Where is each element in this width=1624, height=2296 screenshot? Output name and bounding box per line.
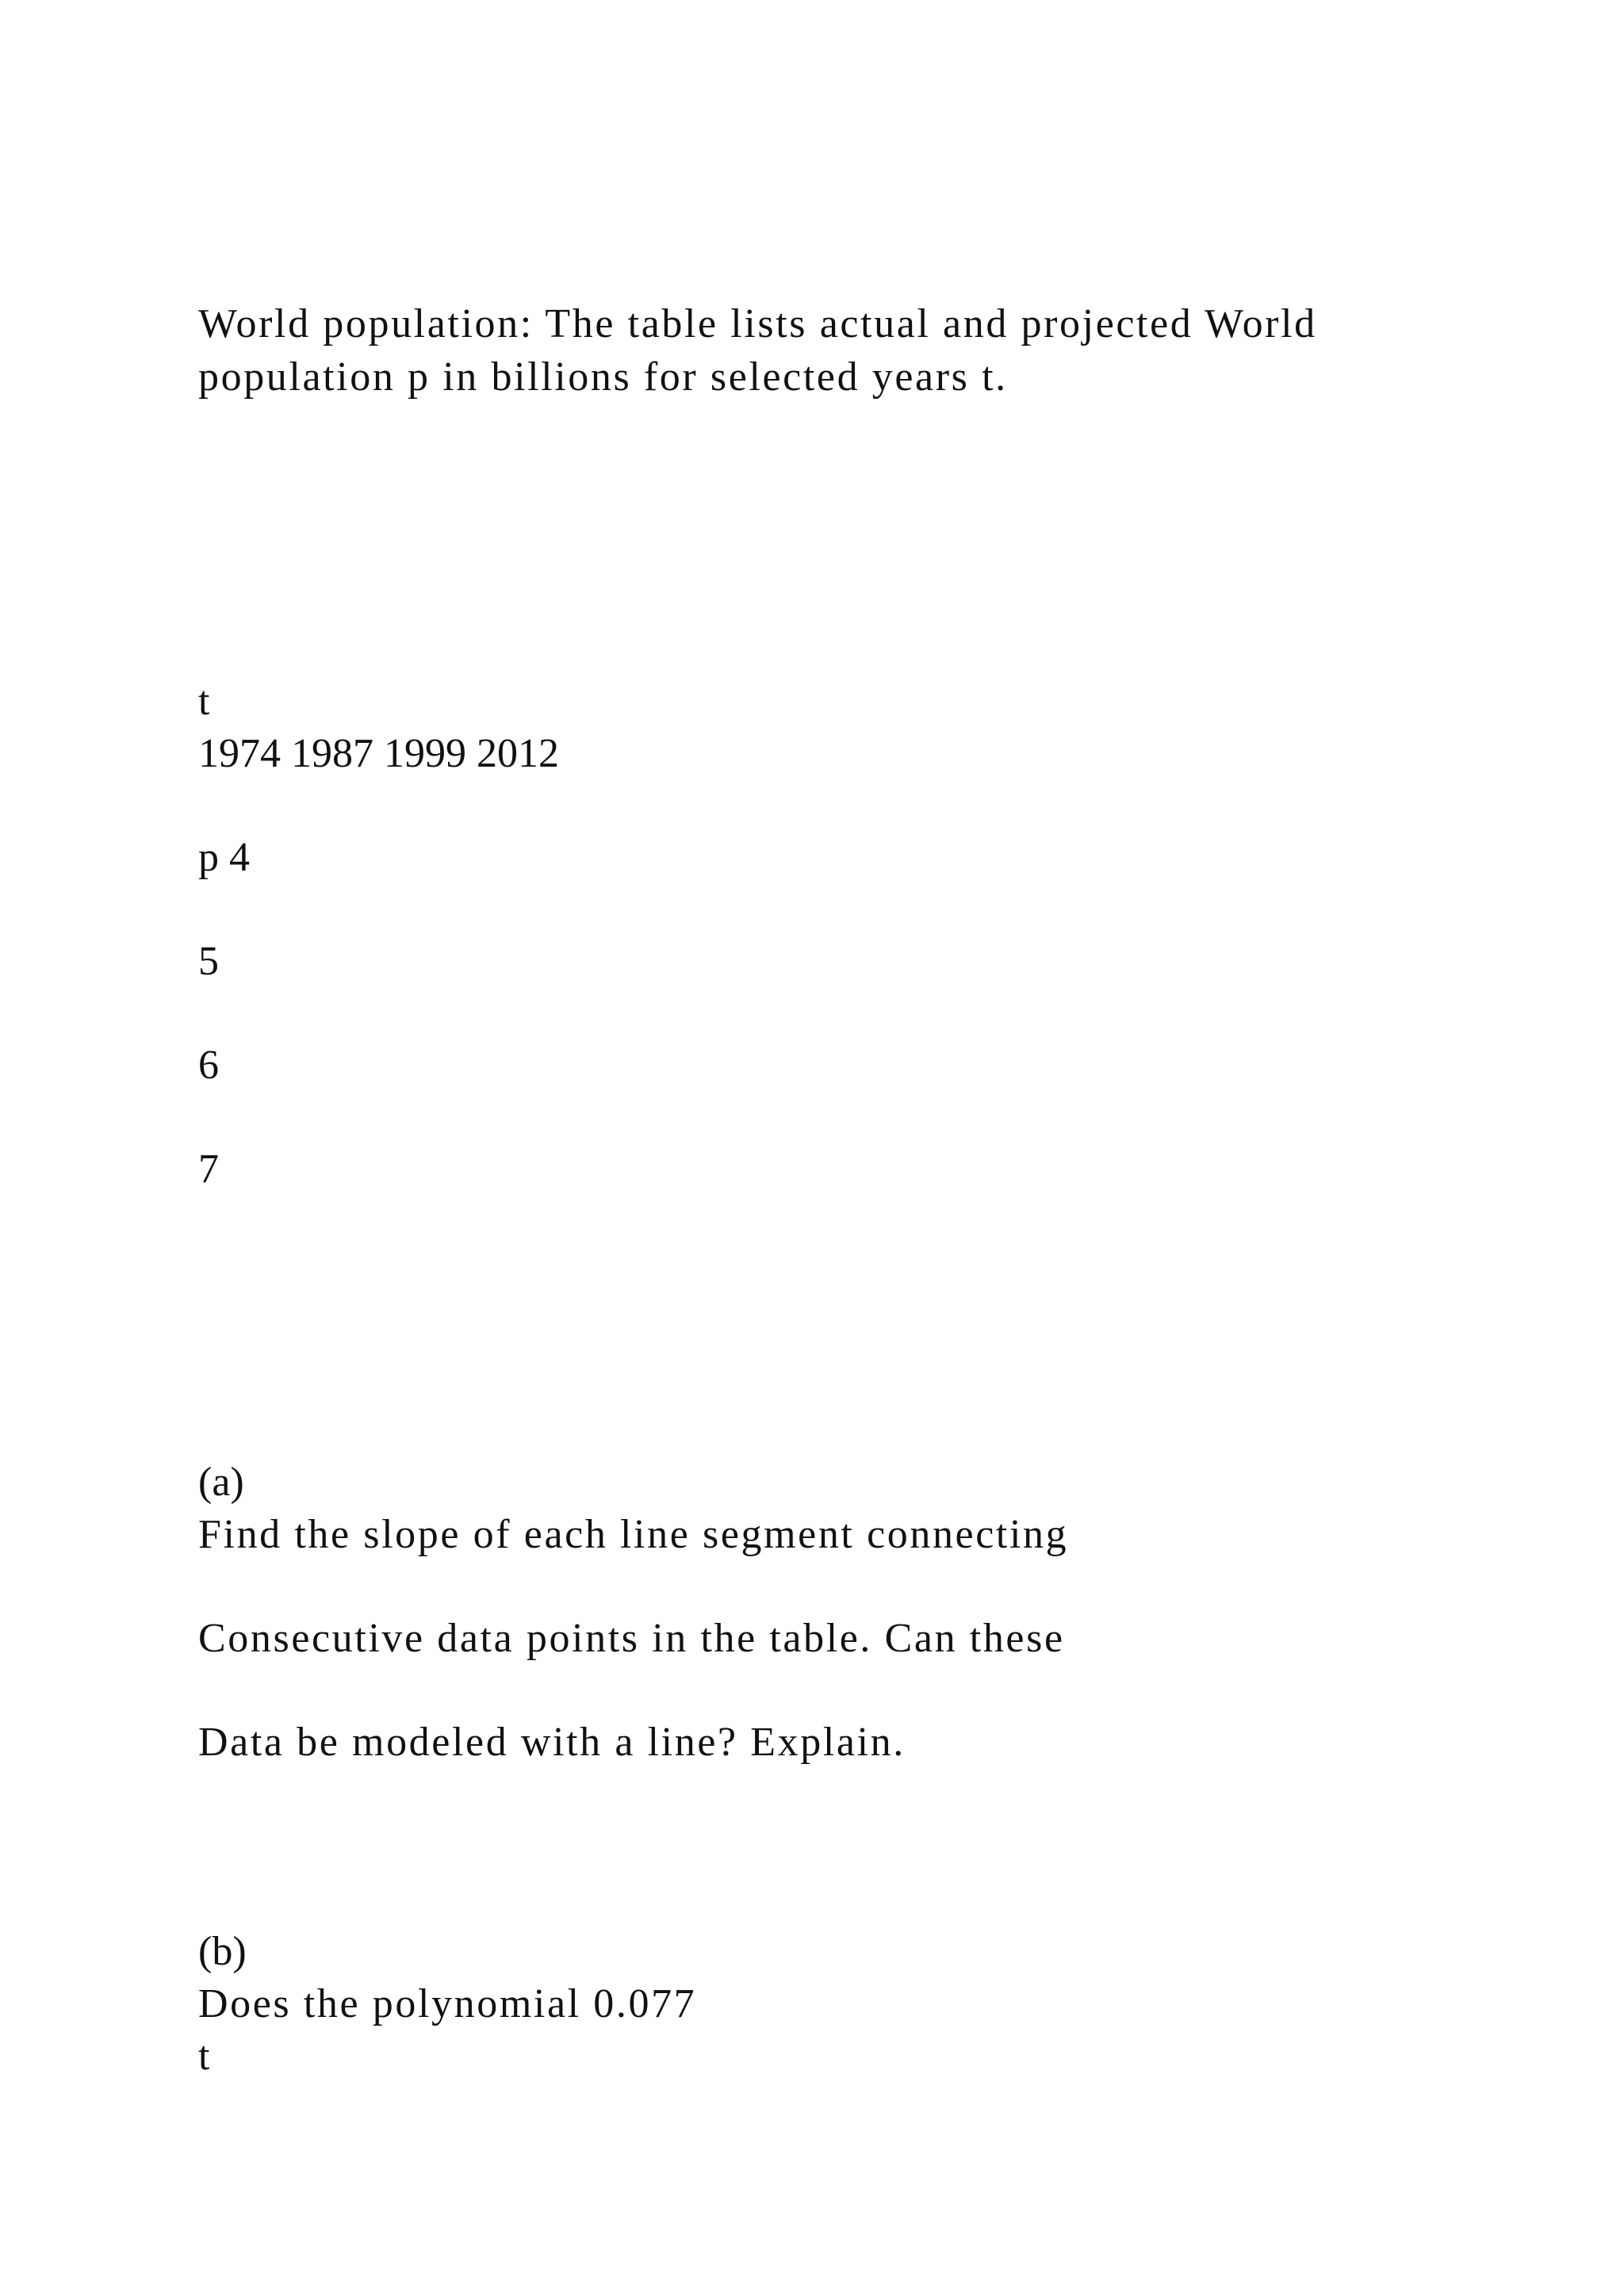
part-a-line-3: Data be modeled with a line? Explain. [198,1720,906,1765]
table-years-row [198,728,559,780]
part-b-label: (b) [198,1929,247,1974]
year-cell: 1974 [198,731,281,776]
table-p-label: p [198,835,219,880]
part-b-line-2: t [198,2034,210,2079]
year-cell: 1999 [384,731,466,776]
part-a-line-2: Consecutive data points in the table. Can these [198,1616,1065,1661]
table-t-label: t [198,679,210,724]
part-a-line-1: Find the slope of each line segment connecting [198,1512,1069,1557]
part-b-line-1: Does the polynomial 0.077 [198,1981,697,2026]
p-value-cell: 6 [198,1043,219,1088]
p-value-cell: 5 [198,939,219,984]
year-cell: 1987 [291,731,373,776]
year-cell: 2012 [477,731,559,776]
intro-line-1: World population: The table lists actual and projected World [198,301,1317,346]
intro-line-2: population p in billions for selected years t. [198,354,1008,400]
p-value-cell: 7 [198,1146,219,1192]
part-a-label: (a) [198,1460,244,1505]
table-p-row [198,832,250,884]
p-value-cell: 4 [229,835,250,880]
